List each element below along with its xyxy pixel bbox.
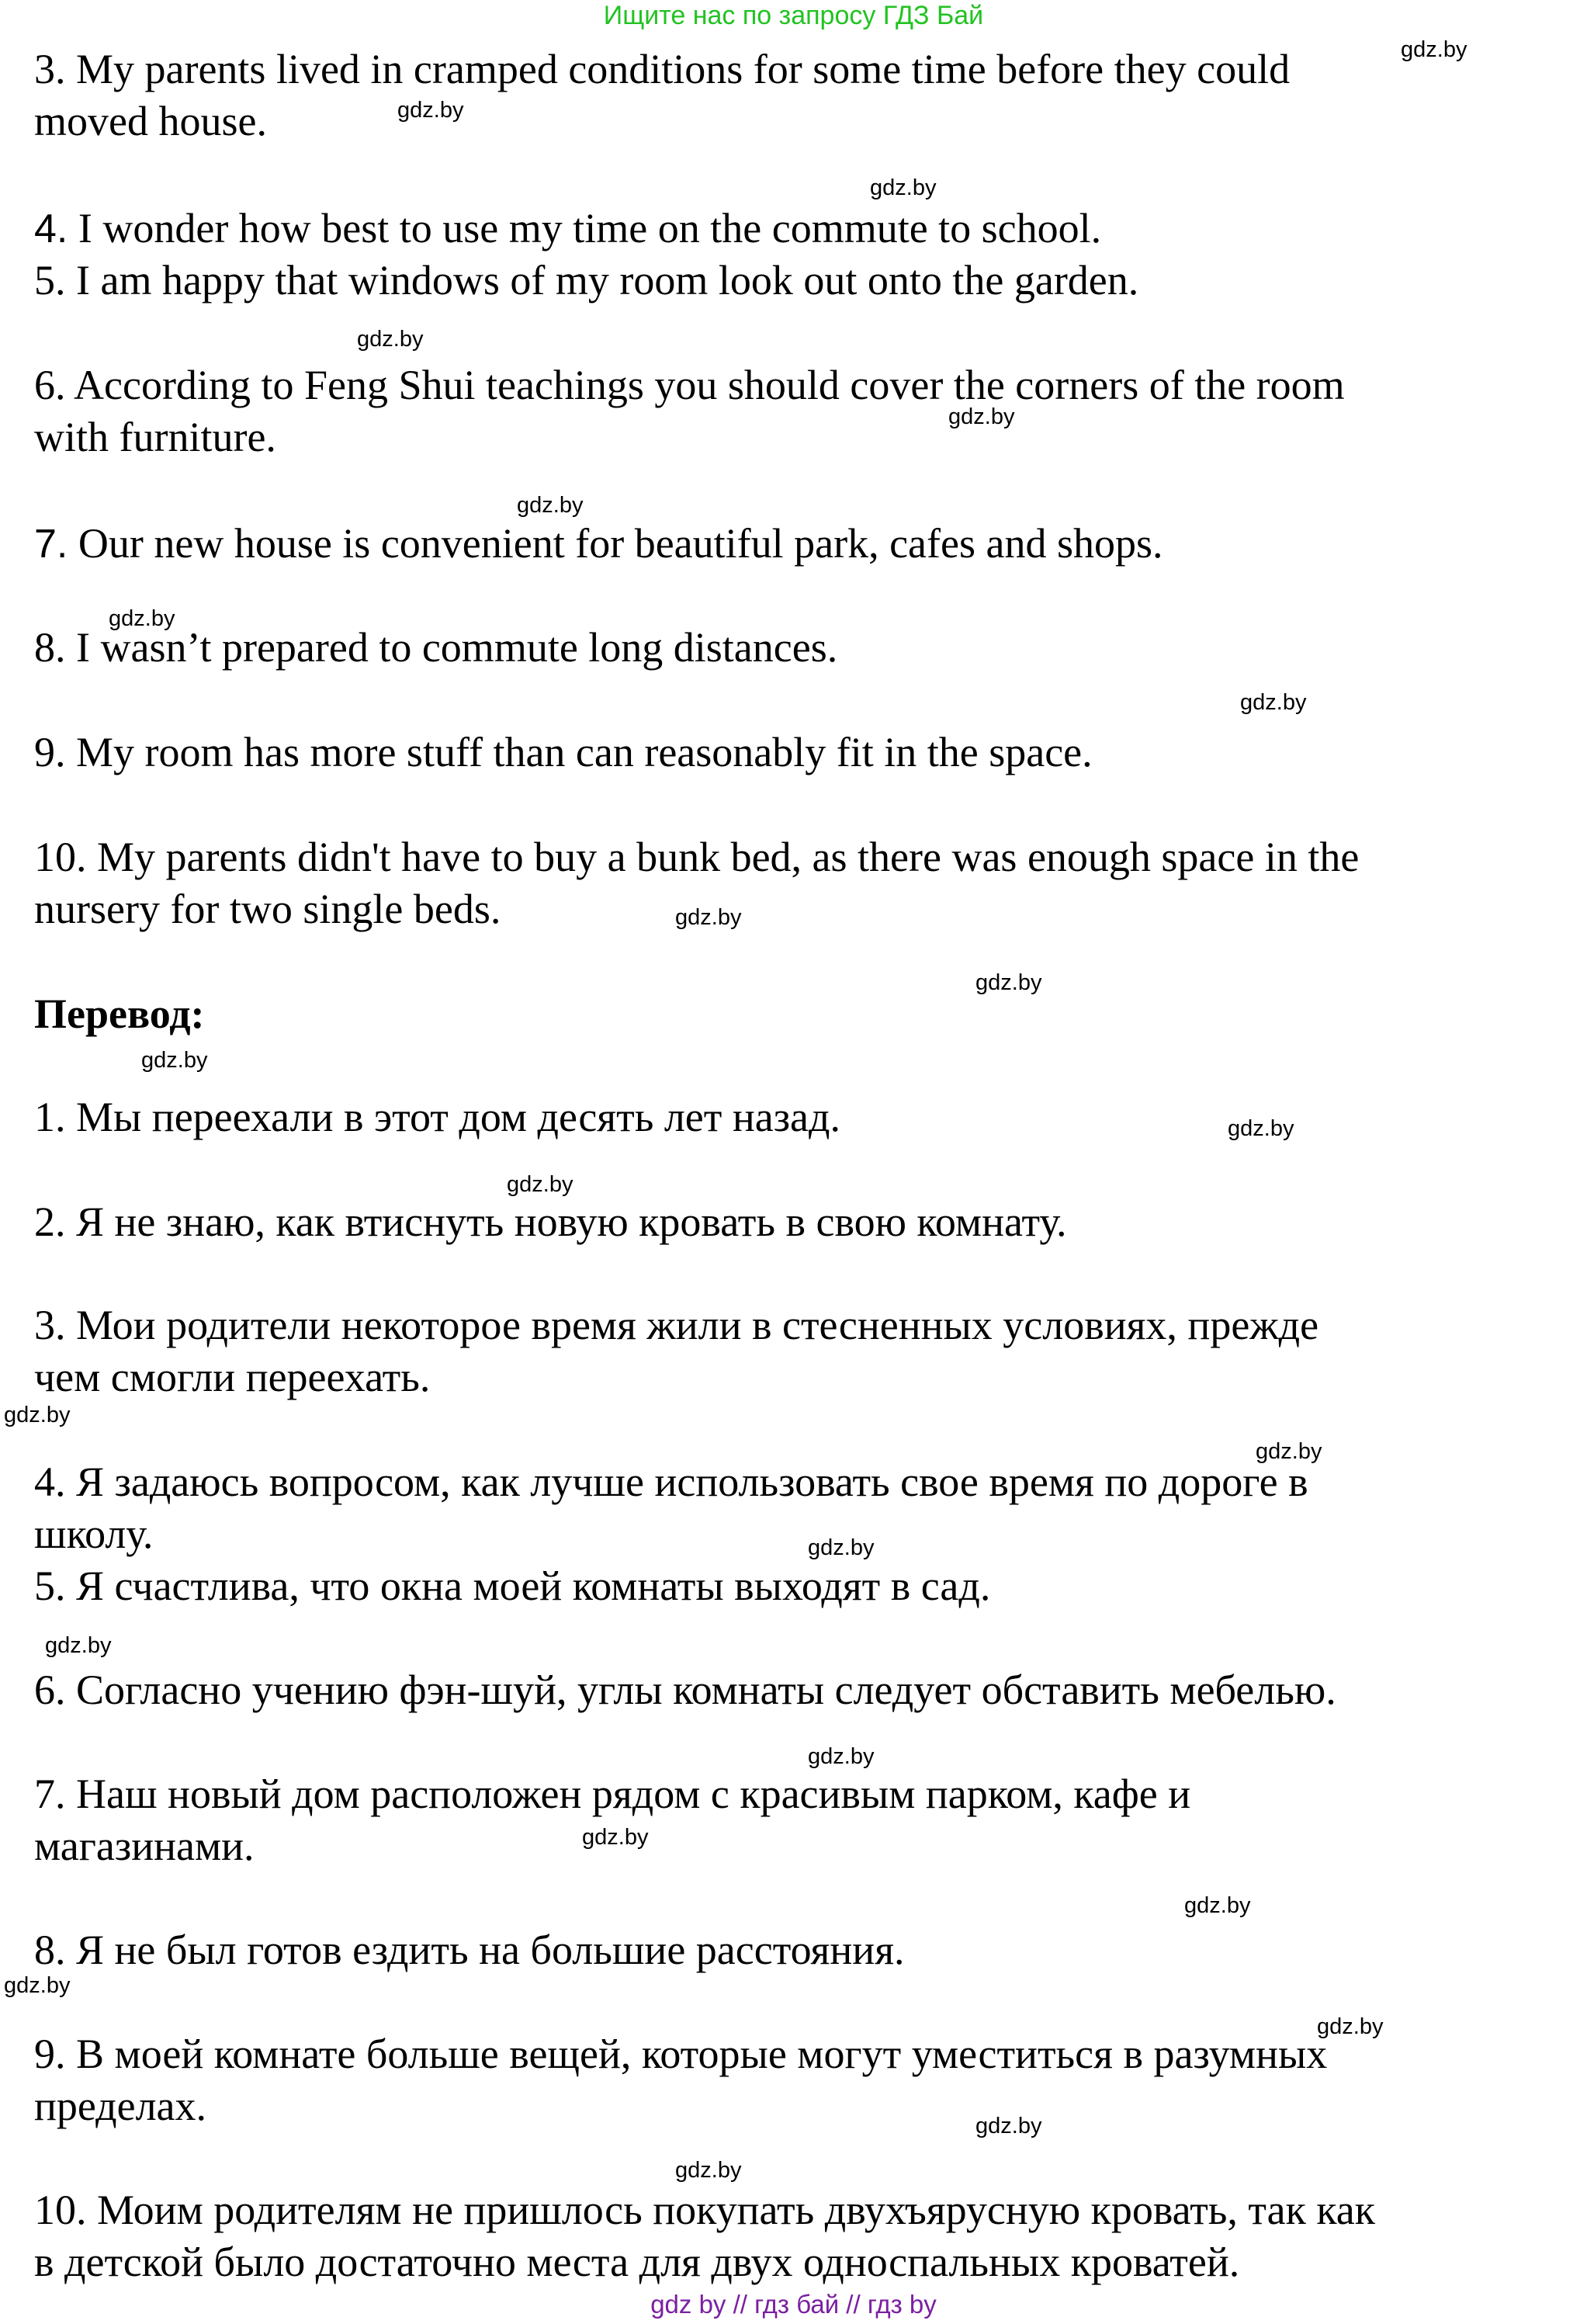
sentence-7: [34, 518, 1163, 570]
watermark: gdz.by: [1317, 2014, 1384, 2039]
watermark: gdz.by: [1184, 1893, 1251, 1918]
watermark: gdz.by: [975, 970, 1042, 995]
watermark: gdz.by: [397, 98, 464, 123]
sentence-6-line-1: 6. According to Feng Shui teachings you should cover the corners of the room: [34, 362, 1345, 408]
watermark: gdz.by: [675, 905, 742, 930]
sentence-3-line-1: 3. My parents lived in cramped conditions for some time before they could: [34, 46, 1291, 92]
watermark: gdz.by: [1401, 37, 1467, 62]
translation-3-line-2: чем смогли переехать.: [34, 1354, 431, 1400]
watermark: gdz.by: [808, 1535, 875, 1560]
watermark: gdz.by: [357, 327, 424, 352]
watermark: gdz.by: [1240, 690, 1307, 715]
footer-links: gdz by // гдз бай // гдз by: [650, 2290, 937, 2319]
translation-1: 1. Мы переехали в этот дом десять лет назад.: [34, 1094, 840, 1140]
translation-4-line-2: школу.: [34, 1511, 154, 1557]
sentence-5: 5. I am happy that windows of my room look out onto the garden.: [34, 257, 1139, 304]
watermark: gdz.by: [109, 606, 175, 631]
sentence-3-line-2: moved house.: [34, 98, 267, 144]
sentence-4: [34, 203, 1101, 255]
sentence-7-text: Our new house is convenient for beautiful park, cafes and shops.: [68, 520, 1163, 567]
translation-8: 8. Я не был готов ездить на большие расстояния.: [34, 1927, 905, 1973]
watermark: gdz.by: [507, 1172, 573, 1197]
watermark: gdz.by: [141, 1048, 208, 1073]
watermark: gdz.by: [975, 2114, 1042, 2138]
sentence-9: 9. My room has more stuff than can reasonably fit in the space.: [34, 729, 1093, 775]
watermark: gdz.by: [948, 404, 1015, 429]
translation-7-line-1: 7. Наш новый дом расположен рядом с красивым парком, кафе и: [34, 1771, 1191, 1817]
translation-6: 6. Согласно учению фэн-шуй, углы комнаты следует обставить мебелью.: [34, 1667, 1336, 1713]
translation-9-line-2: пределах.: [34, 2083, 207, 2129]
translation-3-line-1: 3. Мои родители некоторое время жили в стесненных условиях, прежде: [34, 1302, 1319, 1348]
sentence-4-number: 4.: [34, 206, 68, 251]
watermark: gdz.by: [1228, 1116, 1294, 1141]
watermark: gdz.by: [870, 175, 937, 200]
search-banner: Ищите нас по запросу ГДЗ Бай: [603, 1, 984, 30]
translation-4-line-1: 4. Я задаюсь вопросом, как лучше использовать свое время по дороге в: [34, 1459, 1308, 1505]
translation-9-line-1: 9. В моей комнате больше вещей, которые могут уместиться в разумных: [34, 2031, 1328, 2077]
watermark: gdz.by: [45, 1633, 112, 1658]
watermark: gdz.by: [4, 1403, 71, 1427]
watermark: gdz.by: [4, 1973, 71, 1998]
sentence-10-line-2: nursery for two single beds.: [34, 886, 501, 932]
watermark: gdz.by: [675, 2158, 742, 2183]
sentence-4-text: I wonder how best to use my time on the commute to school.: [68, 205, 1102, 251]
translation-10-line-1: 10. Моим родителям не пришлось покупать двухъярусную кровать, так как: [34, 2187, 1375, 2233]
translation-heading: Перевод:: [34, 990, 205, 1037]
translation-10-line-2: в детской было достаточно места для двух односпальных кроватей.: [34, 2239, 1240, 2285]
sentence-7-number: 7.: [34, 522, 68, 567]
sentence-6-line-2: with furniture.: [34, 414, 276, 460]
watermark: gdz.by: [517, 493, 584, 518]
translation-2: 2. Я не знаю, как втиснуть новую кровать в свою комнату.: [34, 1198, 1067, 1245]
watermark: gdz.by: [808, 1744, 875, 1769]
watermark: gdz.by: [582, 1825, 649, 1850]
sentence-10-line-1: 10. My parents didn't have to buy a bunk bed, as there was enough space in the: [34, 834, 1360, 880]
sentence-8: 8. I wasn’t prepared to commute long distances.: [34, 624, 838, 671]
translation-7-line-2: магазинами.: [34, 1823, 255, 1869]
translation-5: 5. Я счастлива, что окна моей комнаты выходят в сад.: [34, 1563, 991, 1609]
watermark: gdz.by: [1256, 1439, 1322, 1464]
